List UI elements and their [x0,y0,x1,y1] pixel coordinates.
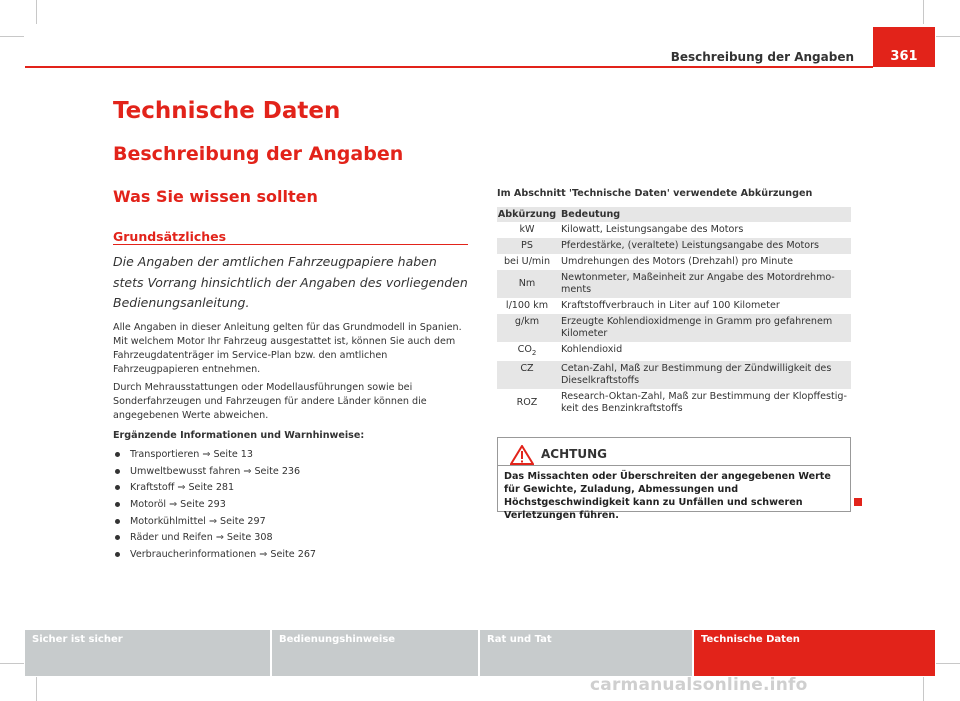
warning-box [497,437,851,521]
abbreviation-table [497,207,851,417]
list-item[interactable]: Motoröl ⇒ Seite 293 [113,498,468,515]
list-item[interactable]: Transportieren ⇒ Seite 13 [113,448,468,465]
footer-tab-label: Rat und Tat [487,634,552,645]
table-header-row [497,207,851,222]
list-item[interactable]: Kraftstoff ⇒ Seite 281 [113,481,468,498]
cell-meaning: Kraftstoffverbrauch in Liter auf 100 Kilometer [561,300,780,311]
paragraph: Durch Mehrausstattungen oder Modellausführungen sowie bei Sonderfahrzeugen und Fahrzeugen für andere Länder können die angegebenen Werte abweichen. [113,382,427,421]
cell-meaning: Newtonmeter, Maßeinheit zur Angabe des Motordrehmoments [561,272,835,295]
footer-tab-sicher[interactable] [25,630,270,676]
crop-mark [0,663,24,664]
table-row [497,298,851,314]
footer-tab-technische-daten[interactable] [694,630,935,676]
reference-list [113,448,468,565]
footer-tab-label: Sicher ist sicher [32,634,123,645]
cell-meaning: Cetan-Zahl, Maß zur Bestimmung der Zündwilligkeit des Dieselkraftstoffs [561,362,832,386]
co2-subscript: 2 [531,348,537,357]
footer-tab-label: Bedienungshinweise [279,634,396,645]
crop-mark [36,0,37,24]
header-rule [25,66,873,68]
topic-title: Grundsätzliches [113,229,227,244]
cell-abbr: bei U/min [503,256,551,267]
cell-meaning: Pferdestärke, (veraltete) Leistungsangabe des Motors [561,240,820,251]
cell-abbr: ROZ [516,396,538,408]
chapter-title: Technische Daten [113,98,341,124]
list-item[interactable]: Verbraucherinformationen ⇒ Seite 267 [113,548,468,565]
page-number: 361 [873,27,935,67]
cell-abbr: PS [521,240,533,251]
list-item[interactable]: Umweltbewusst fahren ⇒ Seite 236 [113,465,468,482]
cell-abbr: kW [519,224,535,235]
topic-rule [113,244,468,245]
header-cell-abbr: Abkürzung [497,208,557,220]
table-row [497,270,851,298]
header-cell-meaning: Bedeutung [561,208,621,220]
table-row [497,342,851,361]
cell-meaning: Research-Oktan-Zahl, Maß zur Bestimmung der Klopffestigkeit des Benzinkraftstoffs [561,390,847,414]
footer-tab-rat-und-tat[interactable] [480,630,692,676]
cell-abbr: CZ [520,362,534,374]
list-item[interactable]: Motorkühlmittel ⇒ Seite 297 [113,515,468,532]
header-section-title: Beschreibung der Angaben [670,50,854,64]
list-item[interactable]: Räder und Reifen ⇒ Seite 308 [113,531,468,548]
paragraph-bold: Ergänzende Informationen und Warnhinweise: [113,430,365,441]
cell-abbr: g/km [514,316,540,327]
watermark: carmanualsonline.info [590,675,808,695]
crop-mark [936,36,960,37]
paragraph: Alle Angaben in dieser Anleitung gelten für das Grundmodell in Spanien. Mit welchem Motor Ihr Fahrzeug ausgestattet ist, können Sie auch dem Fahrzeugdatenträger im Service-Plan bzw. den amtlichen Fahrzeugpapieren entnehmen. [113,322,462,375]
table-row [497,389,851,417]
lead-paragraph: Die Angaben der amtlichen Fahrzeugpapiere haben stets Vorrang hinsichtlich der Angaben des vorliegenden Bedienungsanleitung. [113,254,468,310]
table-row [497,238,851,254]
warning-title: ACHTUNG [541,447,607,461]
cell-meaning: Erzeugte Kohlendioxidmenge in Gramm pro gefahrenem Kilometer [561,316,833,339]
section-end-marker [854,498,862,506]
footer-tab-bedienung[interactable] [272,630,478,676]
subsection-title: Was Sie wissen sollten [113,187,318,206]
cell-meaning: Umdrehungen des Motors (Drehzahl) pro Minute [561,256,794,267]
table-caption: Im Abschnitt 'Technische Daten' verwendete Abkürzungen [497,188,813,199]
crop-mark [0,36,24,37]
cell-meaning: Kohlendioxid [561,344,623,355]
table-row [497,314,851,342]
crop-mark [936,663,960,664]
warning-rule [498,465,850,466]
crop-mark [923,677,924,701]
cell-abbr: l/100 km [505,300,549,311]
table-row [497,254,851,270]
warning-triangle-icon [510,445,534,465]
cell-abbr [497,342,557,361]
crop-mark [36,677,37,701]
table-row [497,361,851,389]
section-title: Beschreibung der Angaben [113,143,404,165]
footer-tab-label: Technische Daten [701,634,800,645]
warning-text: Das Missachten oder Überschreiten der angegebenen Werte für Gewichte, Zuladung, Abmessungen und Höchstgeschwindigkeit kann zu Unfällen und schweren Verletzungen führen. [504,471,831,521]
cell-abbr: Nm [518,278,536,289]
co2-base: CO [517,344,532,355]
table-row [497,222,851,238]
crop-mark [923,0,924,24]
cell-meaning: Kilowatt, Leistungsangabe des Motors [561,224,744,235]
